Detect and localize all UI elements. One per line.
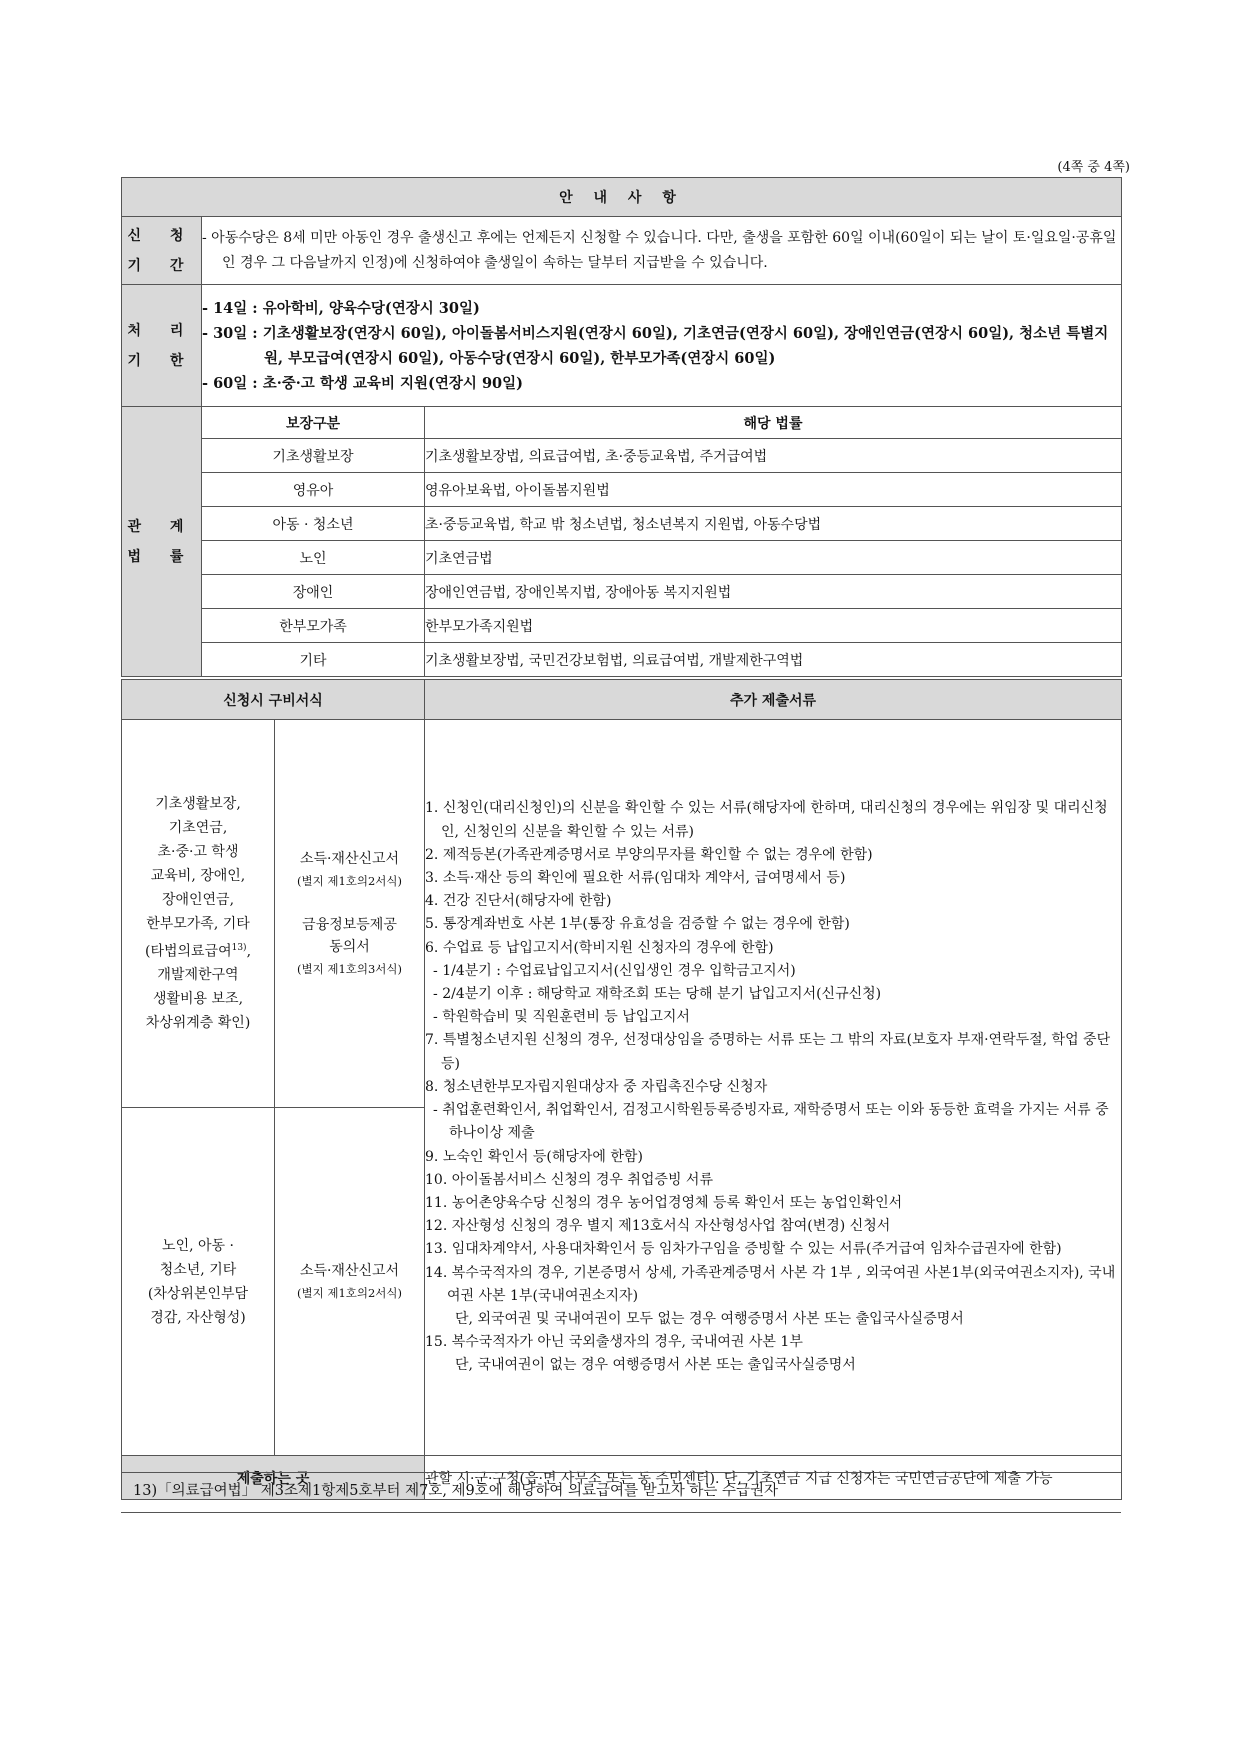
additional-docs-list xyxy=(425,720,1122,1456)
group2-target: 노인, 아동 · 청소년, 기타 (차상위본인부담 경감, 자산형성) xyxy=(122,1108,275,1456)
doc-item: 14. 복수국적자의 경우, 기본증명서 상세, 가족관계증명서 사본 각 1부 , 외국여권 사본1부(외국여권소지자), 국내여권 사본 1부(국내여권소지자) xyxy=(425,1264,1116,1304)
law-row: 한부모가족 한부모가족지원법 xyxy=(122,609,1122,643)
law-row: 기초생활보장 기초생활보장법, 의료급여법, 초·중등교육법, 주거급여법 xyxy=(122,439,1122,473)
law-col-category: 보장구분 xyxy=(202,407,425,439)
doc-item: - 2/4분기 이후 : 해당학교 재학조회 또는 당해 분기 납입고지서(신규신청) xyxy=(433,986,882,1003)
doc-item: 8. 청소년한부모자립지원대상자 중 자립촉진수당 신청자 xyxy=(425,1078,768,1095)
doc-item: 13. 임대차계약서, 사용대차확인서 등 임차가구임을 증빙할 수 있는 서류(주거급여 임차수급권자에 한함) xyxy=(425,1241,1062,1258)
group2-forms: 소득·재산신고서 (별지 제1호의2서식) xyxy=(275,1108,425,1456)
doc-item: 7. 특별청소년지원 신청의 경우, 선정대상임을 증명하는 서류 또는 그 밖의 자료(보호자 부재·연락두절, 학업 중단 등) xyxy=(425,1032,1111,1072)
group1-target: 기초생활보장, 기초연금, 초·중·고 학생 교육비, 장애인, 장애인연금, 한부모가족, 기타 (타법의료급여$^{13)}$, 개발제한구역 생활비용 보조, 차상위계층 확인) xyxy=(122,720,275,1108)
doc-item: 2. 제적등본(가족관계증명서로 부양의무자를 확인할 수 없는 경우에 한함) xyxy=(425,846,873,863)
doc-item: 11. 농어촌양육수당 신청의 경우 농어업경영체 등록 확인서 또는 농업인확인서 xyxy=(425,1194,903,1211)
doc-item: 4. 건강 진단서(해당자에 한함) xyxy=(425,893,612,910)
doc-item: - 1/4분기 : 수업료납입고지서(신입생인 경우 입학금고지서) xyxy=(433,962,796,979)
law-row: 영유아 영유아보육법, 아이돌봄지원법 xyxy=(122,473,1122,507)
footnote: 13)「의료급여법」 제3조제1항제5호부터 제7호, 제9호에 해당하여 의료급여를 받고자 하는 수급권자 xyxy=(133,1483,778,1499)
processing-line: - 14일 : 유아학비, 양육수당(연장시 30일) xyxy=(202,299,480,317)
additional-docs-header: 추가 제출서류 xyxy=(425,680,1122,720)
application-period-header: 신 청 기 간 xyxy=(122,217,202,285)
related-laws-header: 관 계 법 률 xyxy=(122,407,202,677)
doc-item: 6. 수업료 등 납입고지서(학비지원 신청자의 경우에 한함) xyxy=(425,939,774,956)
processing-line: - 30일 : 기초생활보장(연장시 60일), 아이돌봄서비스지원(연장시 60일), 기초연금(연장시 60일), 장애인연금(연장시 60일), 청소년 특별지원, 부모급여(연장시 60일), 아동수당(연장시 60일), 한부모가족(연장시 60일) xyxy=(202,324,1109,367)
doc-item: 9. 노숙인 확인서 등(해당자에 한함) xyxy=(425,1148,643,1165)
submit-place-text: 관할 시·군·구청(읍·면 사무소 또는 동 주민센터). 단, 기초연금 지급 신청자는 국민연금공단에 제출 가능 xyxy=(425,1456,1122,1500)
guide-title: 안 내 사 항 xyxy=(122,178,1122,217)
doc-item: 단, 국내여권이 없는 경우 여행증명서 사본 또는 출입국사실증명서 xyxy=(455,1357,856,1374)
doc-item: 5. 통장계좌번호 사본 1부(통장 유효성을 검증할 수 없는 경우에 한함) xyxy=(425,916,850,933)
doc-item: 단, 외국여권 및 국내여권이 모두 없는 경우 여행증명서 사본 또는 출입국사실증명서 xyxy=(455,1310,964,1327)
law-col-laws: 해당 법률 xyxy=(425,407,1122,439)
application-period-text: - 아동수당은 8세 미만 아동인 경우 출생신고 후에는 언제든지 신청할 수 있습니다. 다만, 출생을 포함한 60일 이내(60일이 되는 날이 토·일요일·공휴일인 경우 그 다음날까지 인정)에 신청하여야 출생일이 속하는 달부터 지급받을 수 있습니다. xyxy=(202,217,1122,285)
law-row: 기타 기초생활보장법, 국민건강보험법, 의료급여법, 개발제한구역법 xyxy=(122,643,1122,677)
bottom-divider xyxy=(121,1512,1121,1513)
processing-period-header: 처 리 기 한 xyxy=(122,285,202,407)
guide-table xyxy=(121,177,1122,677)
footnote-divider xyxy=(121,1472,1121,1473)
form-name: 소득·재산신고서 xyxy=(299,1262,400,1279)
doc-item: 12. 자산형성 신청의 경우 별지 제13호서식 자산형성사업 참여(변경) 신청서 xyxy=(425,1218,891,1235)
processing-line: - 60일 : 초·중·고 학생 교육비 지원(연장시 90일) xyxy=(202,374,523,392)
footnote-ref: 13) xyxy=(231,942,247,953)
form-name: 금융정보등제공 xyxy=(302,916,397,933)
doc-item: 15. 복수국적자가 아닌 국외출생자의 경우, 국내여권 사본 1부 xyxy=(425,1334,803,1351)
documents-table xyxy=(121,679,1122,1500)
group1-forms: 소득·재산신고서 (별지 제1호의2서식) 금융정보등제공 동의서 (별지 제1호의3서식) xyxy=(275,720,425,1108)
doc-item: 3. 소득·재산 등의 확인에 필요한 서류(임대차 계약서, 급여명세서 등) xyxy=(425,870,846,887)
form-name: 소득·재산신고서 xyxy=(299,850,400,867)
required-forms-header: 신청시 구비서식 xyxy=(122,680,425,720)
processing-period-list xyxy=(202,285,1122,407)
doc-item: - 취업훈련확인서, 취업확인서, 검정고시학원등록증빙자료, 재학증명서 또는 이와 동등한 효력을 가지는 서류 중 하나이상 제출 xyxy=(433,1102,1109,1142)
submit-place-header: 제출하는 곳 xyxy=(122,1456,425,1500)
doc-item: 1. 신청인(대리신청인)의 신분을 확인할 수 있는 서류(해당자에 한하며, 대리신청의 경우에는 위임장 및 대리신청인, 신청인의 신분을 확인할 수 있는 서류) xyxy=(425,800,1108,840)
doc-item: 10. 아이돌봄서비스 신청의 경우 취업증빙 서류 xyxy=(425,1171,713,1188)
doc-item: - 학원학습비 및 직원훈련비 등 납입고지서 xyxy=(433,1009,690,1026)
page-number: (4쪽 중 4쪽) xyxy=(1057,160,1130,175)
law-row: 장애인 장애인연금법, 장애인복지법, 장애아동 복지지원법 xyxy=(122,575,1122,609)
law-row: 아동 · 청소년 초·중등교육법, 학교 밖 청소년법, 청소년복지 지원법, 아동수당법 xyxy=(122,507,1122,541)
law-row: 노인 기초연금법 xyxy=(122,541,1122,575)
